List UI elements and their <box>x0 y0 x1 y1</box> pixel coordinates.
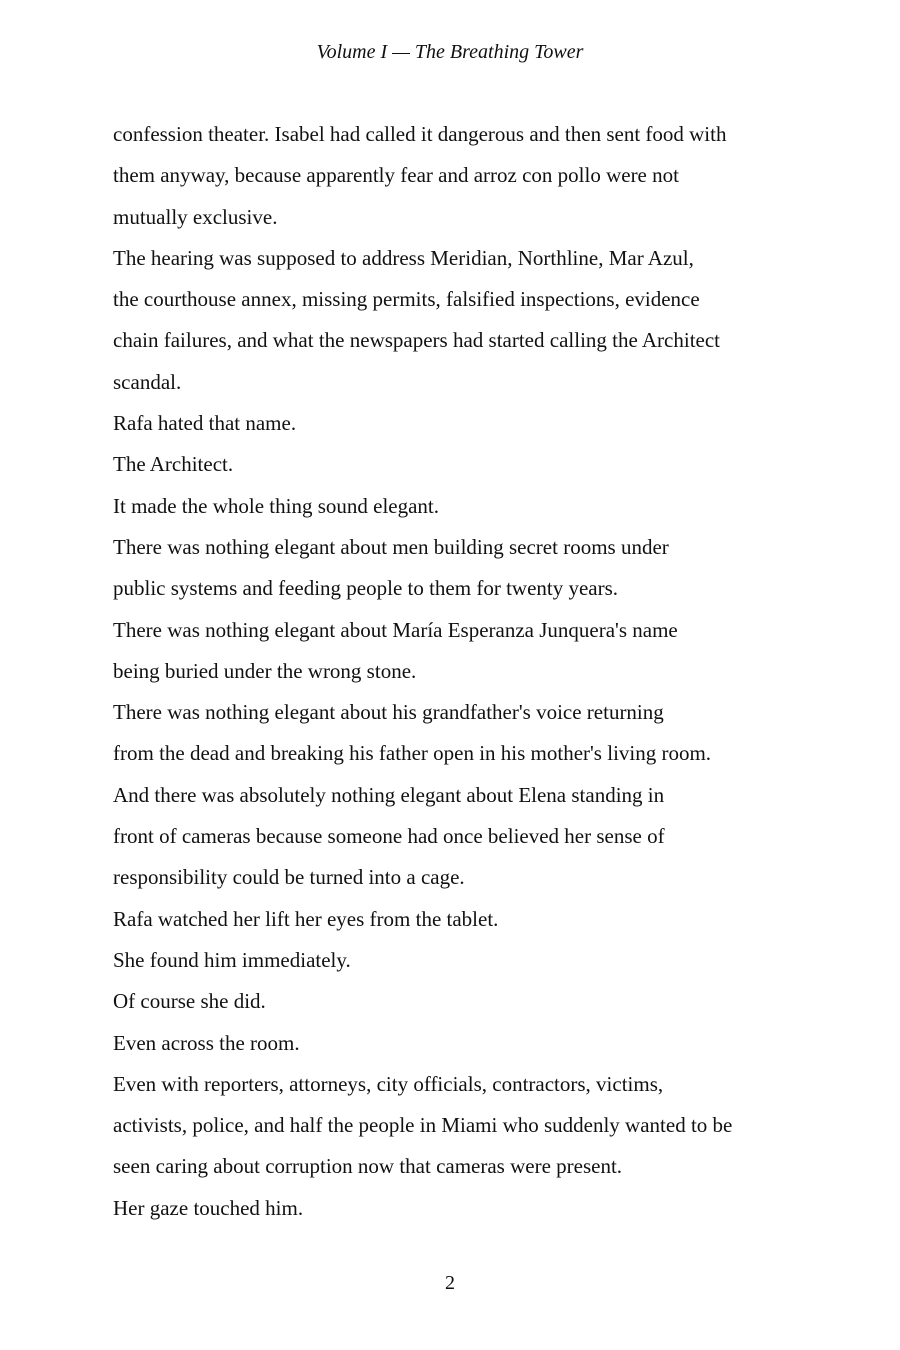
paragraph <box>113 775 803 899</box>
text-line: It made the whole thing sound elegant. <box>113 493 440 518</box>
text-line: activists, police, and half the people in Miami who suddenly wanted to be <box>113 1113 733 1138</box>
text-line: chain failures, and what the newspapers had started calling the Architect <box>113 328 721 353</box>
paragraph <box>113 899 803 940</box>
text-line: Her gaze touched him. <box>113 1195 304 1220</box>
text-line: seen caring about corruption now that cameras were present. <box>113 1154 623 1179</box>
paragraph <box>113 238 803 403</box>
paragraph <box>113 403 803 444</box>
text-line: Rafa watched her lift her eyes from the tablet. <box>113 906 499 931</box>
running-header: Volume I — The Breathing Tower <box>316 41 584 63</box>
text-line: Of course she did. <box>113 989 266 1014</box>
text-line: The Architect. <box>113 452 234 477</box>
paragraph <box>113 1064 803 1188</box>
text-line: She found him immediately. <box>113 947 351 972</box>
paragraph <box>113 692 803 775</box>
text-line: public systems and feeding people to them for twenty years. <box>113 576 619 601</box>
paragraph <box>113 940 803 981</box>
text-line: mutually exclusive. <box>113 204 278 229</box>
text-line: The hearing was supposed to address Meridian, Northline, Mar Azul, <box>113 245 694 270</box>
text-line: being buried under the wrong stone. <box>113 658 417 683</box>
text-line: the courthouse annex, missing permits, falsified inspections, evidence <box>113 287 700 312</box>
text-line: And there was absolutely nothing elegant about Elena standing in <box>113 782 665 807</box>
body-text <box>113 114 803 1229</box>
text-line: confession theater. Isabel had called it dangerous and then sent food with <box>113 122 727 146</box>
paragraph <box>113 981 803 1022</box>
paragraph <box>113 1188 803 1229</box>
text-line: There was nothing elegant about María Esperanza Junquera's name <box>113 617 678 642</box>
paragraph <box>113 527 803 610</box>
paragraph <box>113 114 803 238</box>
text-line: Rafa hated that name. <box>113 411 297 436</box>
paragraph <box>113 610 803 693</box>
text-line: responsibility could be turned into a cage. <box>113 865 465 890</box>
page-number: 2 <box>445 1272 455 1294</box>
text-line: There was nothing elegant about men building secret rooms under <box>113 534 669 559</box>
text-line: Even with reporters, attorneys, city officials, contractors, victims, <box>113 1071 664 1096</box>
text-line: from the dead and breaking his father open in his mother's living room. <box>113 741 712 766</box>
text-line: front of cameras because someone had once believed her sense of <box>113 824 665 849</box>
text-line: them anyway, because apparently fear and arroz con pollo were not <box>113 163 679 188</box>
paragraph <box>113 444 803 485</box>
paragraph <box>113 486 803 527</box>
paragraph <box>113 1023 803 1064</box>
text-line: scandal. <box>113 369 182 394</box>
text-line: There was nothing elegant about his grandfather's voice returning <box>113 700 664 725</box>
text-line: Even across the room. <box>113 1030 300 1055</box>
